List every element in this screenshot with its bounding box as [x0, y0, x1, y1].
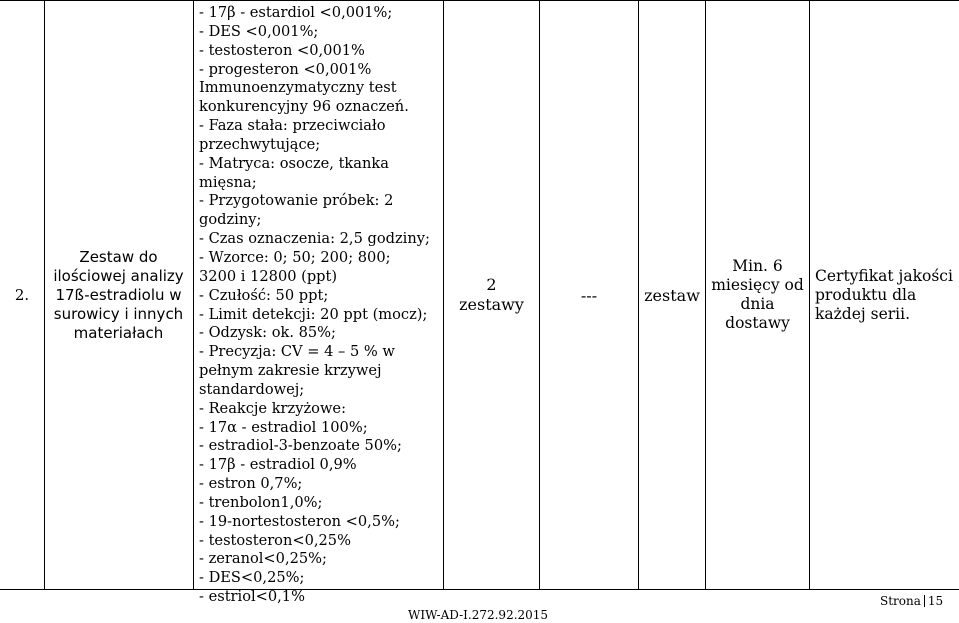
- unit-of-measure: zestaw: [644, 285, 700, 305]
- product-name-line: surowicy i innych: [53, 304, 184, 323]
- product-name: [45, 0, 192, 590]
- document-reference: WIW-AD-I.272.92.2015: [408, 608, 549, 622]
- page-indicator: [880, 594, 943, 608]
- page-number: 15: [927, 594, 944, 608]
- certificate-line: każdej serii.: [815, 304, 911, 323]
- quantity-unit: zestawy: [459, 295, 524, 314]
- product-name-line: Zestaw do: [79, 247, 158, 266]
- spec-line: - Faza stała: przeciwciało: [199, 117, 386, 135]
- spec-line: - Wzorce: 0; 50; 200; 800;: [199, 248, 391, 266]
- spec-line: - DES<0,25%;: [199, 569, 305, 587]
- certificate-line: produktu dla: [815, 285, 917, 304]
- spec-line: - progesteron <0,001%: [199, 60, 372, 78]
- spec-line: - zeranol<0,25%;: [199, 550, 327, 568]
- product-name-line: materiałach: [73, 323, 164, 342]
- col-divider: [193, 0, 194, 590]
- product-name-line: 17ß-estradiolu w: [55, 285, 182, 304]
- spec-line: - estriol<0,1%: [199, 588, 305, 606]
- certificate-line: Certyfikat jakości: [815, 266, 953, 285]
- spec-line: - Odzysk: ok. 85%;: [199, 324, 336, 342]
- spec-line: mięsna;: [199, 173, 257, 191]
- spec-line: - Czułość: 50 ppt;: [199, 286, 329, 304]
- spec-line: - Precyzja: CV = 4 – 5 % w: [199, 343, 395, 361]
- spec-line: godziny;: [199, 211, 262, 229]
- spec-line: - testosteron<0,25%: [199, 531, 351, 549]
- quantity-value: 2: [486, 275, 497, 294]
- spec-line: - Przygotowanie próbek: 2: [199, 192, 394, 210]
- expiry-line: miesięcy od: [711, 276, 804, 294]
- col-divider: [809, 0, 810, 590]
- expiry-requirement: [706, 0, 809, 590]
- spec-line: - Czas oznaczenia: 2,5 godziny;: [199, 230, 430, 248]
- spec-line: - Reakcje krzyżowe:: [199, 399, 346, 417]
- spec-line: standardowej;: [199, 380, 305, 398]
- spec-line: - 17α - estradiol 100%;: [199, 418, 368, 436]
- spec-line: Immunoenzymatyczny test: [199, 79, 397, 97]
- expiry-line: dnia: [740, 295, 775, 313]
- spec-line: 3200 i 12800 (ppt): [199, 267, 338, 285]
- spec-line: przechwytujące;: [199, 135, 321, 153]
- page-separator: [924, 595, 925, 607]
- expiry-line: dostawy: [725, 314, 790, 332]
- empty-value-dash: ---: [580, 285, 598, 305]
- certificate-requirement: [815, 0, 959, 590]
- product-name-line: ilościowej analizy: [53, 266, 184, 285]
- spec-line: - 17β - estardiol <0,001%;: [199, 4, 393, 21]
- spec-line: - trenbolon1,0%;: [199, 493, 323, 511]
- row-number: 2.: [14, 286, 30, 304]
- spec-line: - estradiol-3-benzoate 50%;: [199, 437, 402, 455]
- page-label: Strona: [880, 594, 921, 608]
- spec-line: - testosteron <0,001%: [199, 41, 365, 59]
- spec-line: pełnym zakresie krzywej: [199, 362, 382, 380]
- spec-line: - 17β - estradiol 0,9%: [199, 456, 357, 474]
- specification-text: [199, 4, 439, 607]
- spec-line: - Limit detekcji: 20 ppt (mocz);: [199, 305, 428, 323]
- spec-line: - Matryca: osocze, tkanka: [199, 154, 389, 172]
- spec-line: - estron 0,7%;: [199, 475, 303, 493]
- quantity: [444, 0, 539, 590]
- spec-line: konkurencyjny 96 oznaczeń.: [199, 98, 409, 116]
- spec-line: - 19-nortestosteron <0,5%;: [199, 512, 400, 530]
- expiry-line: Min. 6: [732, 257, 783, 275]
- spec-line: - DES <0,001%;: [199, 22, 319, 40]
